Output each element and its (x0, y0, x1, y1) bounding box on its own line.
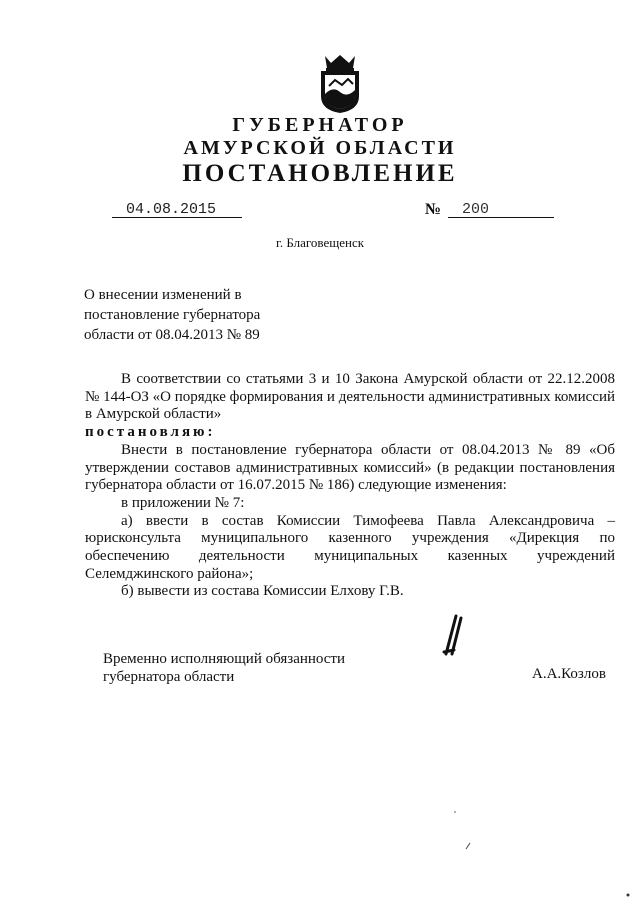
preamble-paragraph: В соответствии со статьями 3 и 10 Закона Амурской области от 22.12.2008 № 144-ОЗ «О порядке формирования и деятельности административных комиссий в Амурской области» (85, 371, 615, 423)
header-line-governor: ГУБЕРНАТОР (232, 114, 408, 136)
document-type-title: ПОСТАНОВЛЕНИЕ (182, 160, 458, 187)
city-name: г. Благовещенск (275, 235, 365, 250)
signatory-name: А.А.Козлов (532, 666, 606, 682)
document-date: 04.08.2015 (112, 201, 242, 218)
document-subject: О внесении изменений в постановление губернатора области от 08.04.2013 № 89 (84, 287, 261, 343)
body-paragraph-1: Внести в постановление губернатора области от 08.04.2013 № 89 «Об утверждении составов административных комиссий» (в редакции постановления губернатора области от 16.07.2015 № 186) следующие изменения: (85, 441, 615, 494)
signatory-position-line1: Временно исполняющий обязанности (103, 651, 346, 667)
body-paragraph-2: в приложении № 7: (121, 494, 245, 511)
signatory-position-line2: губернатора области (103, 669, 235, 685)
document-number: 200 (448, 201, 554, 218)
body-paragraph-3: а) ввести в состав Комиссии Тимофеева Павла Александровича – юрисконсульта муниципального казенного учреждения «Дирекция по обеспечению деятельности муниципальных казенных учреждений Селемджинского района»; (85, 512, 615, 582)
number-sign: № (425, 201, 442, 218)
body-paragraph-4: б) вывести из состава Комиссии Елхову Г.В. (121, 583, 404, 600)
header-line-region: АМУРСКОЙ ОБЛАСТИ (183, 137, 457, 159)
decree-word: постановляю: (85, 424, 216, 441)
